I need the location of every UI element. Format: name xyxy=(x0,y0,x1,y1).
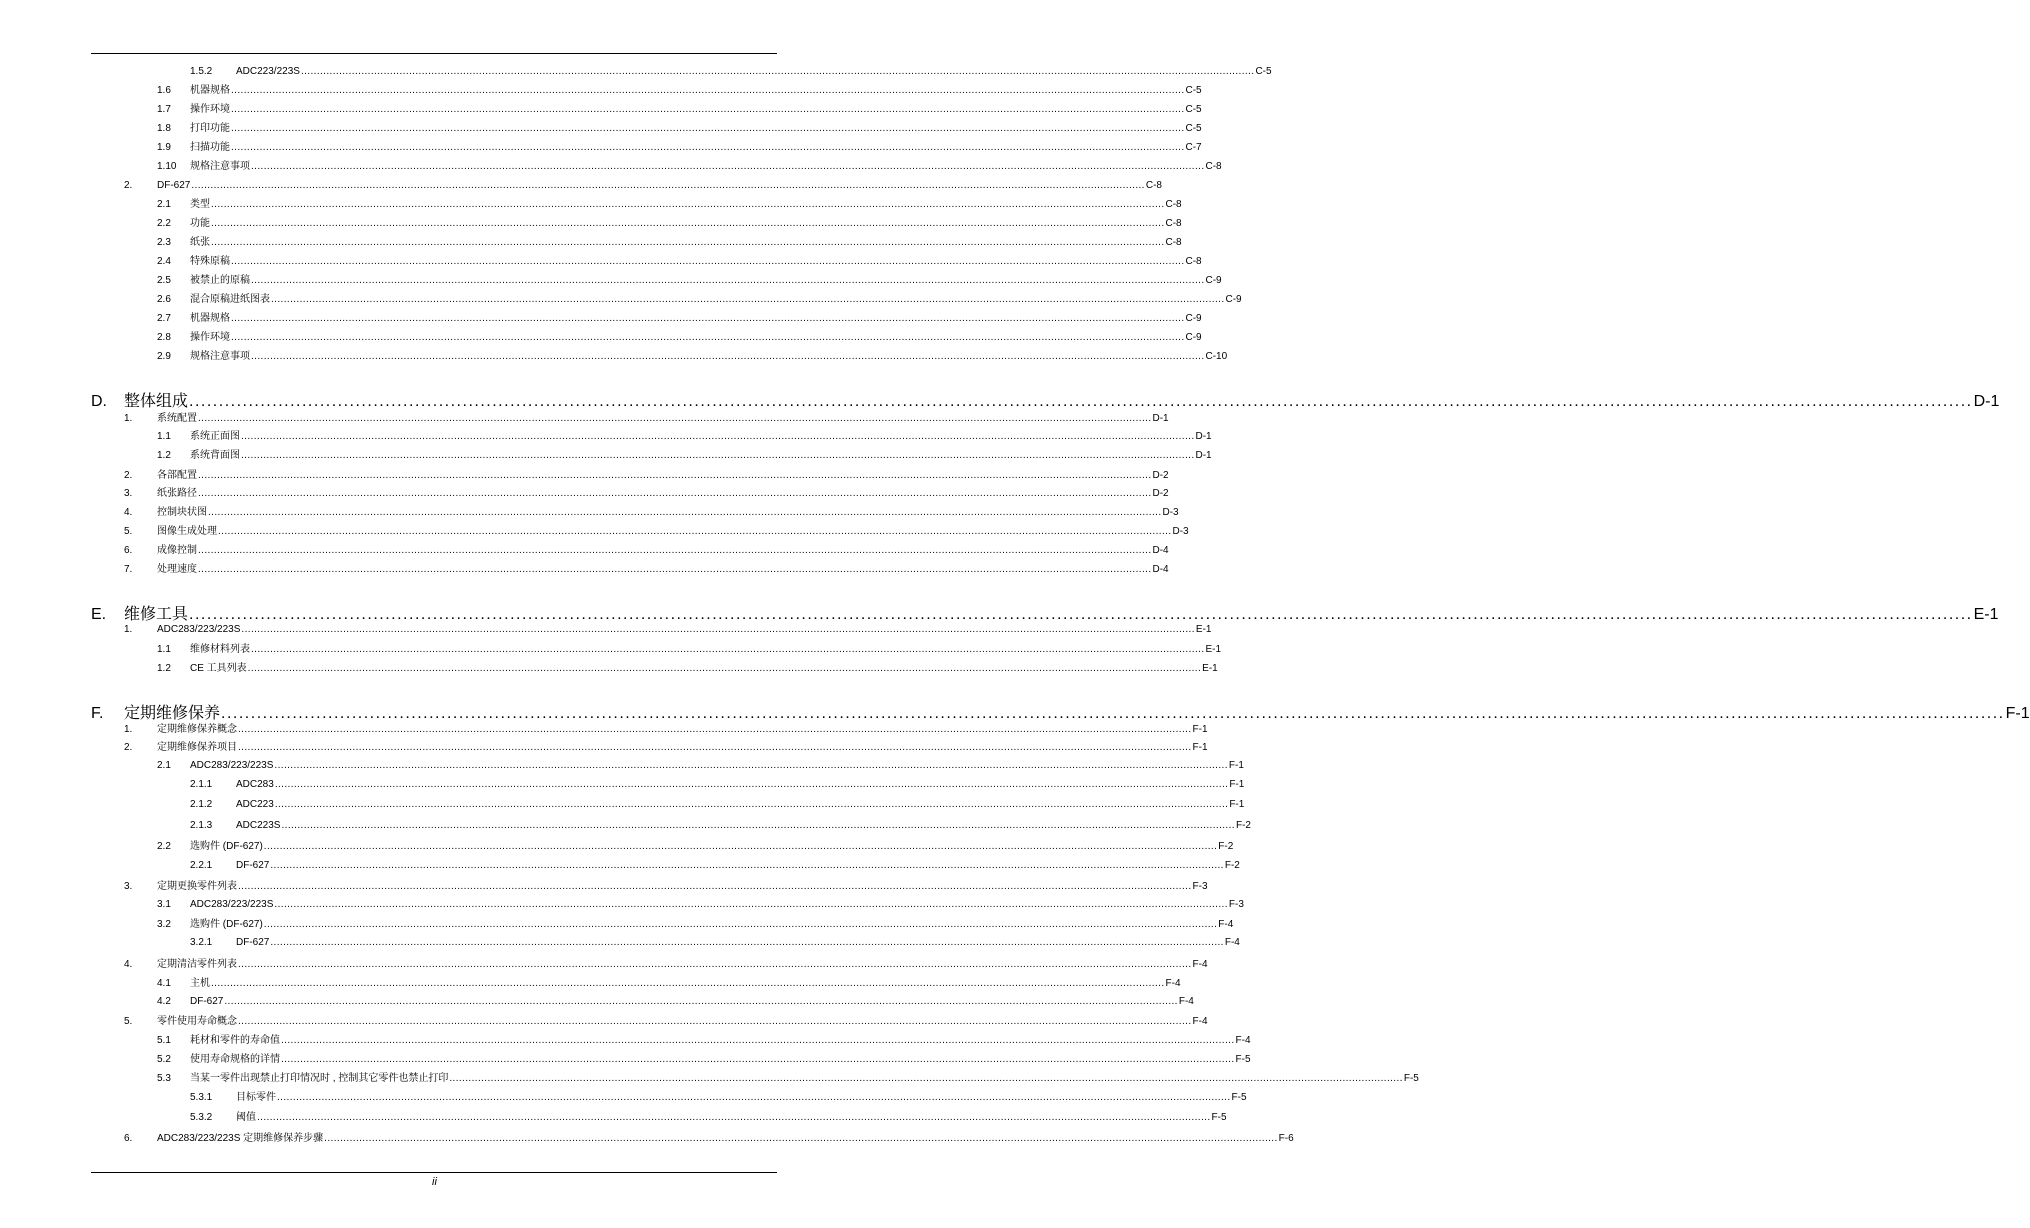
dot-leader: ............................................................................................................................................................................................................................................................................................................ xyxy=(211,978,1165,989)
toc-entry[interactable] xyxy=(190,820,1251,832)
dot-leader: ............................................................................................................................................................................................................................................................................................................ xyxy=(221,705,2005,722)
toc-page-ref: D-3 xyxy=(1172,526,1189,537)
toc-page-ref: D-1 xyxy=(1973,393,2000,410)
toc-entry[interactable] xyxy=(157,199,1182,211)
dot-leader: ............................................................................................................................................................................................................................................................................................................ xyxy=(251,351,1205,362)
dot-leader: ............................................................................................................................................................................................................................................................................................................ xyxy=(324,1133,1278,1144)
toc-entry[interactable] xyxy=(124,1133,1294,1145)
toc-entry[interactable] xyxy=(157,663,1218,675)
toc-entry[interactable] xyxy=(190,1092,1247,1104)
dot-leader: ............................................................................................................................................................................................................................................................................................................ xyxy=(449,1073,1403,1084)
dot-leader: ............................................................................................................................................................................................................................................................................................................ xyxy=(208,507,1162,518)
toc-number: 3.2.1 xyxy=(190,937,213,948)
toc-number: 6. xyxy=(124,545,133,556)
dot-leader: ............................................................................................................................................................................................................................................................................................................ xyxy=(241,431,1195,442)
toc-number: 1.10 xyxy=(157,161,177,172)
toc-page-ref: C-9 xyxy=(1225,294,1242,305)
dot-leader: ............................................................................................................................................................................................................................................................................................................ xyxy=(238,881,1192,892)
toc-entry[interactable] xyxy=(157,450,1212,462)
toc-page-ref: F-2 xyxy=(1218,841,1234,852)
dot-leader: ............................................................................................................................................................................................................................................................................................................ xyxy=(189,606,1973,623)
toc-entry[interactable] xyxy=(124,624,1212,636)
toc-number: 1.2 xyxy=(157,450,171,461)
toc-number: 5.1 xyxy=(157,1035,171,1046)
toc-number: 5.3.2 xyxy=(190,1112,213,1123)
toc-number: 1.6 xyxy=(157,85,171,96)
toc-title: 扫描功能 xyxy=(190,142,230,153)
toc-number: 2.4 xyxy=(157,256,171,267)
toc-number: 1. xyxy=(124,413,133,424)
dot-leader: ............................................................................................................................................................................................................................................................................................................ xyxy=(231,142,1185,153)
toc-number: 4.2 xyxy=(157,996,171,1007)
toc-entry[interactable] xyxy=(190,779,1245,791)
toc-page-ref: F-1 xyxy=(2005,705,2030,722)
toc-number: 4.1 xyxy=(157,978,171,989)
toc-number: 5.2 xyxy=(157,1054,171,1065)
toc-page-ref: F-4 xyxy=(1224,937,1240,948)
toc-page-ref: D-2 xyxy=(1152,470,1169,481)
toc-number: 2. xyxy=(124,180,133,191)
toc-number: 1. xyxy=(124,724,133,735)
toc-entry[interactable] xyxy=(124,564,1169,576)
dot-leader: ............................................................................................................................................................................................................................................................................................................ xyxy=(231,85,1185,96)
toc-page-ref: F-1 xyxy=(1192,724,1208,735)
toc-entry[interactable] xyxy=(157,237,1182,249)
toc-title: CE 工具列表 xyxy=(190,663,247,674)
toc-number: 3.1 xyxy=(157,899,171,910)
toc-number: 2.3 xyxy=(157,237,171,248)
toc-number: 2.1.3 xyxy=(190,820,213,831)
toc-entry[interactable] xyxy=(190,937,1240,949)
toc-number: D. xyxy=(91,393,107,410)
toc-title: 机器规格 xyxy=(190,313,230,324)
toc-number: 3. xyxy=(124,881,133,892)
toc-entry[interactable] xyxy=(124,413,1169,425)
dot-leader: ............................................................................................................................................................................................................................................................................................................ xyxy=(281,820,1235,831)
toc-title: 功能 xyxy=(190,218,210,229)
dot-leader: ............................................................................................................................................................................................................................................................................................................ xyxy=(270,860,1224,871)
toc-title: 控制块状图 xyxy=(157,507,207,518)
toc-chapter[interactable] xyxy=(91,705,2030,723)
toc-number: 1.1 xyxy=(157,431,171,442)
toc-page-ref: F-5 xyxy=(1403,1073,1419,1084)
toc-number: 2.5 xyxy=(157,275,171,286)
toc-entry[interactable] xyxy=(157,1073,1419,1085)
toc-title: 定期维修保养 xyxy=(124,705,221,722)
toc-title: 定期维修保养概念 xyxy=(157,724,237,735)
toc-title: ADC283/223/223S xyxy=(157,624,241,635)
dot-leader: ............................................................................................................................................................................................................................................................................................................ xyxy=(238,724,1192,735)
toc-number: F. xyxy=(91,705,104,722)
toc-entry[interactable] xyxy=(157,978,1181,990)
toc-number: E. xyxy=(91,606,107,623)
dot-leader: ............................................................................................................................................................................................................................................................................................................ xyxy=(231,256,1185,267)
toc-number: 2. xyxy=(124,742,133,753)
toc-entry[interactable] xyxy=(124,742,1208,754)
dot-leader: ............................................................................................................................................................................................................................................................................................................ xyxy=(257,1112,1211,1123)
toc-title: 系统配置 xyxy=(157,413,197,424)
toc-title: DF-627 xyxy=(157,180,191,191)
toc-entry[interactable] xyxy=(157,919,1234,931)
dot-leader: ............................................................................................................................................................................................................................................................................................................ xyxy=(271,294,1225,305)
toc-page-ref: F-6 xyxy=(1278,1133,1294,1144)
footer-rule xyxy=(91,1172,777,1173)
toc-title: ADC283/223/223S xyxy=(190,899,274,910)
toc-page-ref: F-2 xyxy=(1235,820,1251,831)
toc-number: 6. xyxy=(124,1133,133,1144)
toc-entry[interactable] xyxy=(124,488,1169,500)
toc-title: 规格注意事项 xyxy=(190,351,250,362)
dot-leader: ............................................................................................................................................................................................................................................................................................................ xyxy=(274,799,1229,810)
toc-number: 2. xyxy=(124,470,133,481)
toc-page-ref: F-4 xyxy=(1235,1035,1251,1046)
toc-page-ref: F-4 xyxy=(1178,996,1194,1007)
toc-page-ref: F-4 xyxy=(1192,959,1208,970)
dot-leader: ............................................................................................................................................................................................................................................................................................................ xyxy=(238,1016,1192,1027)
dot-leader: ............................................................................................................................................................................................................................................................................................................ xyxy=(263,919,1218,930)
toc-title: 机器规格 xyxy=(190,85,230,96)
dot-leader: ............................................................................................................................................................................................................................................................................................................ xyxy=(238,742,1192,753)
toc-number: 1.8 xyxy=(157,123,171,134)
toc-entry[interactable] xyxy=(157,256,1202,268)
toc-page-ref: C-8 xyxy=(1145,180,1162,191)
dot-leader: ............................................................................................................................................................................................................................................................................................................ xyxy=(231,332,1185,343)
dot-leader: ............................................................................................................................................................................................................................................................................................................ xyxy=(198,413,1152,424)
toc-entry[interactable] xyxy=(190,1112,1227,1124)
toc-entry[interactable] xyxy=(157,104,1202,116)
toc-title: 成像控制 xyxy=(157,545,197,556)
toc-number: 2.1.1 xyxy=(190,779,213,790)
dot-leader: ............................................................................................................................................................................................................................................................................................................ xyxy=(247,663,1202,674)
toc-number: 1. xyxy=(124,624,133,635)
toc-title: 操作环境 xyxy=(190,332,230,343)
toc-number: 4. xyxy=(124,959,133,970)
dot-leader: ............................................................................................................................................................................................................................................................................................................ xyxy=(231,104,1185,115)
dot-leader: ............................................................................................................................................................................................................................................................................................................ xyxy=(281,1035,1235,1046)
toc-title: 操作环境 xyxy=(190,104,230,115)
toc-title: 混合原稿进纸图表 xyxy=(190,294,270,305)
toc-title: 阈值 xyxy=(236,1112,256,1123)
toc-entry[interactable] xyxy=(157,760,1244,772)
toc-number: 5. xyxy=(124,526,133,537)
toc-title: 被禁止的原稿 xyxy=(190,275,250,286)
toc-number: 2.2 xyxy=(157,218,171,229)
toc-page-ref: D-4 xyxy=(1152,545,1169,556)
dot-leader: ............................................................................................................................................................................................................................................................................................................ xyxy=(263,841,1218,852)
dot-leader: ............................................................................................................................................................................................................................................................................................................ xyxy=(198,564,1152,575)
toc-entry[interactable] xyxy=(190,66,1272,78)
toc-page-ref: F-4 xyxy=(1165,978,1181,989)
toc-title: 特殊原稿 xyxy=(190,256,230,267)
toc-number: 2.1.2 xyxy=(190,799,213,810)
toc-title: DF-627 xyxy=(190,996,224,1007)
toc-number: 2.9 xyxy=(157,351,171,362)
toc-number: 7. xyxy=(124,564,133,575)
toc-page-ref: F-4 xyxy=(1192,1016,1208,1027)
dot-leader: ............................................................................................................................................................................................................................................................................................................ xyxy=(211,237,1165,248)
toc-entry[interactable] xyxy=(157,161,1222,173)
toc-title: 纸张 xyxy=(190,237,210,248)
toc-title: 类型 xyxy=(190,199,210,210)
toc-title: ADC283/223/223S xyxy=(190,760,274,771)
toc-page-ref: C-9 xyxy=(1185,332,1202,343)
toc-number: 1.7 xyxy=(157,104,171,115)
toc-number: 2.7 xyxy=(157,313,171,324)
toc-title: ADC283 xyxy=(236,779,274,790)
toc-entry[interactable] xyxy=(124,724,1208,736)
dot-leader: ............................................................................................................................................................................................................................................................................................................ xyxy=(211,218,1165,229)
toc-entry[interactable] xyxy=(157,218,1182,230)
dot-leader: ............................................................................................................................................................................................................................................................................................................ xyxy=(281,1054,1235,1065)
toc-title: 系统正面图 xyxy=(190,431,240,442)
toc-page-ref: E-1 xyxy=(1205,644,1222,655)
dot-leader: ............................................................................................................................................................................................................................................................................................................ xyxy=(218,526,1172,537)
toc-title: 使用寿命规格的详情 xyxy=(190,1054,280,1065)
page-number: ii xyxy=(432,1176,437,1188)
toc-page-ref: F-2 xyxy=(1224,860,1240,871)
dot-leader: ............................................................................................................................................................................................................................................................................................................ xyxy=(198,488,1152,499)
toc-entry[interactable] xyxy=(157,123,1202,135)
dot-leader: ............................................................................................................................................................................................................................................................................................................ xyxy=(231,313,1185,324)
toc-title: 维修材料列表 xyxy=(190,644,250,655)
toc-entry[interactable] xyxy=(124,526,1189,538)
toc-number: 1.1 xyxy=(157,644,171,655)
toc-title: 当某一零件出现禁止打印情况时 , 控制其它零件也禁止打印 xyxy=(190,1073,449,1084)
toc-title: 维修工具 xyxy=(124,606,189,623)
dot-leader: ............................................................................................................................................................................................................................................................................................................ xyxy=(191,180,1145,191)
toc-entry[interactable] xyxy=(157,332,1202,344)
toc-number: 5.3.1 xyxy=(190,1092,213,1103)
toc-number: 2.2.1 xyxy=(190,860,213,871)
toc-entry[interactable] xyxy=(157,431,1212,443)
toc-number: 5. xyxy=(124,1016,133,1027)
toc-entry[interactable] xyxy=(124,1016,1208,1028)
toc-page-ref: E-1 xyxy=(1202,663,1218,674)
toc-entry[interactable] xyxy=(157,85,1202,97)
toc-number: 2.1 xyxy=(157,760,171,771)
dot-leader: ............................................................................................................................................................................................................................................................................................................ xyxy=(231,123,1185,134)
toc-entry[interactable] xyxy=(124,959,1208,971)
toc-page-ref: D-3 xyxy=(1162,507,1179,518)
toc-title: 各部配置 xyxy=(157,470,197,481)
toc-page-ref: F-1 xyxy=(1229,799,1245,810)
toc-page-ref: C-5 xyxy=(1185,85,1202,96)
dot-leader: ............................................................................................................................................................................................................................................................................................................ xyxy=(241,624,1195,635)
toc-title: 系统背面图 xyxy=(190,450,240,461)
toc-page-ref: F-3 xyxy=(1192,881,1208,892)
dot-leader: ............................................................................................................................................................................................................................................................................................................ xyxy=(277,1092,1231,1103)
toc-page-ref: F-1 xyxy=(1228,760,1244,771)
toc-number: 5.3 xyxy=(157,1073,171,1084)
dot-leader: ............................................................................................................................................................................................................................................................................................................ xyxy=(224,996,1178,1007)
toc-number: 2.2 xyxy=(157,841,171,852)
toc-entry[interactable] xyxy=(157,142,1202,154)
toc-number: 1.9 xyxy=(157,142,171,153)
toc-entry[interactable] xyxy=(190,860,1240,872)
toc-entry[interactable] xyxy=(157,996,1194,1008)
toc-number: 4. xyxy=(124,507,133,518)
toc-entry[interactable] xyxy=(157,899,1244,911)
toc-number: 1.2 xyxy=(157,663,171,674)
toc-title: 处理速度 xyxy=(157,564,197,575)
toc-page-ref: C-10 xyxy=(1205,351,1228,362)
toc-page-ref: F-1 xyxy=(1192,742,1208,753)
dot-leader: ............................................................................................................................................................................................................................................................................................................ xyxy=(251,644,1205,655)
toc-page-ref: F-5 xyxy=(1211,1112,1227,1123)
toc-number: 1.5.2 xyxy=(190,66,213,77)
toc-page-ref: C-8 xyxy=(1165,199,1182,210)
toc-page-ref: D-1 xyxy=(1152,413,1169,424)
toc-title: DF-627 xyxy=(236,937,270,948)
toc-title: ADC223 xyxy=(236,799,274,810)
dot-leader: ............................................................................................................................................................................................................................................................................................................ xyxy=(274,760,1228,771)
toc-entry[interactable] xyxy=(124,881,1208,893)
toc-page-ref: D-1 xyxy=(1195,450,1212,461)
toc-page-ref: D-1 xyxy=(1195,431,1212,442)
toc-page-ref: F-1 xyxy=(1229,779,1245,790)
toc-title: 定期清洁零件列表 xyxy=(157,959,237,970)
toc-title: 主机 xyxy=(190,978,210,989)
toc-page-ref: C-8 xyxy=(1165,237,1182,248)
toc-page-ref: E-1 xyxy=(1973,606,1999,623)
toc-title: 整体组成 xyxy=(124,393,189,410)
toc-entry[interactable] xyxy=(190,799,1245,811)
dot-leader: ............................................................................................................................................................................................................................................................................................................ xyxy=(189,393,1973,410)
toc-title: 规格注意事项 xyxy=(190,161,250,172)
toc-title: 纸张路径 xyxy=(157,488,197,499)
dot-leader: ............................................................................................................................................................................................................................................................................................................ xyxy=(238,959,1192,970)
toc-title: ADC223/223S xyxy=(236,66,300,77)
toc-entry[interactable] xyxy=(157,294,1242,306)
toc-chapter[interactable] xyxy=(91,393,2000,411)
toc-number: 3. xyxy=(124,488,133,499)
toc-title: ADC223S xyxy=(236,820,281,831)
toc-page-ref: C-5 xyxy=(1185,123,1202,134)
toc-title: 定期更换零件列表 xyxy=(157,881,237,892)
toc-entry[interactable] xyxy=(124,470,1169,482)
toc-page-ref: F-5 xyxy=(1231,1092,1247,1103)
toc-page-ref: F-5 xyxy=(1235,1054,1251,1065)
toc-title: 图像生成处理 xyxy=(157,526,217,537)
toc-title: 选购件 (DF-627) xyxy=(190,919,263,930)
toc-entry[interactable] xyxy=(157,1035,1251,1047)
toc-number: 2.6 xyxy=(157,294,171,305)
dot-leader: ............................................................................................................................................................................................................................................................................................................ xyxy=(198,470,1152,481)
toc-page-ref: C-8 xyxy=(1165,218,1182,229)
toc-title: DF-627 xyxy=(236,860,270,871)
dot-leader: ............................................................................................................................................................................................................................................................................................................ xyxy=(300,66,1255,77)
dot-leader: ............................................................................................................................................................................................................................................................................................................ xyxy=(211,199,1165,210)
toc-page-ref: F-4 xyxy=(1218,919,1234,930)
toc-entry[interactable] xyxy=(124,180,1162,192)
toc-title: 零件使用寿命概念 xyxy=(157,1016,237,1027)
dot-leader: ............................................................................................................................................................................................................................................................................................................ xyxy=(198,545,1152,556)
dot-leader: ............................................................................................................................................................................................................................................................................................................ xyxy=(270,937,1224,948)
toc-entry[interactable] xyxy=(157,351,1228,363)
toc-title: 打印功能 xyxy=(190,123,230,134)
toc-number: 2.1 xyxy=(157,199,171,210)
toc-entry[interactable] xyxy=(157,275,1222,287)
toc-entry[interactable] xyxy=(157,841,1234,853)
toc-entry[interactable] xyxy=(124,507,1179,519)
toc-page-ref: C-8 xyxy=(1185,256,1202,267)
toc-title: 耗材和零件的寿命值 xyxy=(190,1035,280,1046)
toc-page-ref: F-3 xyxy=(1228,899,1244,910)
toc-title: 选购件 (DF-627) xyxy=(190,841,263,852)
toc-entry[interactable] xyxy=(124,545,1169,557)
dot-leader: ............................................................................................................................................................................................................................................................................................................ xyxy=(274,899,1228,910)
toc-page-ref: D-2 xyxy=(1152,488,1169,499)
toc-page-ref: E-1 xyxy=(1195,624,1212,635)
dot-leader: ............................................................................................................................................................................................................................................................................................................ xyxy=(251,161,1205,172)
toc-title: ADC283/223/223S 定期维修保养步骤 xyxy=(157,1133,324,1144)
dot-leader: ............................................................................................................................................................................................................................................................................................................ xyxy=(274,779,1229,790)
toc-entry[interactable] xyxy=(157,1054,1251,1066)
toc-entry[interactable] xyxy=(157,644,1222,656)
toc-page-ref: C-8 xyxy=(1205,161,1222,172)
toc-number: 2.8 xyxy=(157,332,171,343)
toc-page-ref: C-9 xyxy=(1185,313,1202,324)
toc-entry[interactable] xyxy=(157,313,1202,325)
toc-number: 3.2 xyxy=(157,919,171,930)
toc-page-ref: C-5 xyxy=(1185,104,1202,115)
toc-page-ref: C-5 xyxy=(1255,66,1272,77)
toc-page-ref: D-4 xyxy=(1152,564,1169,575)
dot-leader: ............................................................................................................................................................................................................................................................................................................ xyxy=(251,275,1205,286)
toc-page-ref: C-9 xyxy=(1205,275,1222,286)
toc-page-ref: C-7 xyxy=(1185,142,1202,153)
toc-chapter[interactable] xyxy=(91,606,1999,624)
toc-title: 目标零件 xyxy=(236,1092,276,1103)
dot-leader: ............................................................................................................................................................................................................................................................................................................ xyxy=(241,450,1195,461)
toc-title: 定期维修保养项目 xyxy=(157,742,237,753)
